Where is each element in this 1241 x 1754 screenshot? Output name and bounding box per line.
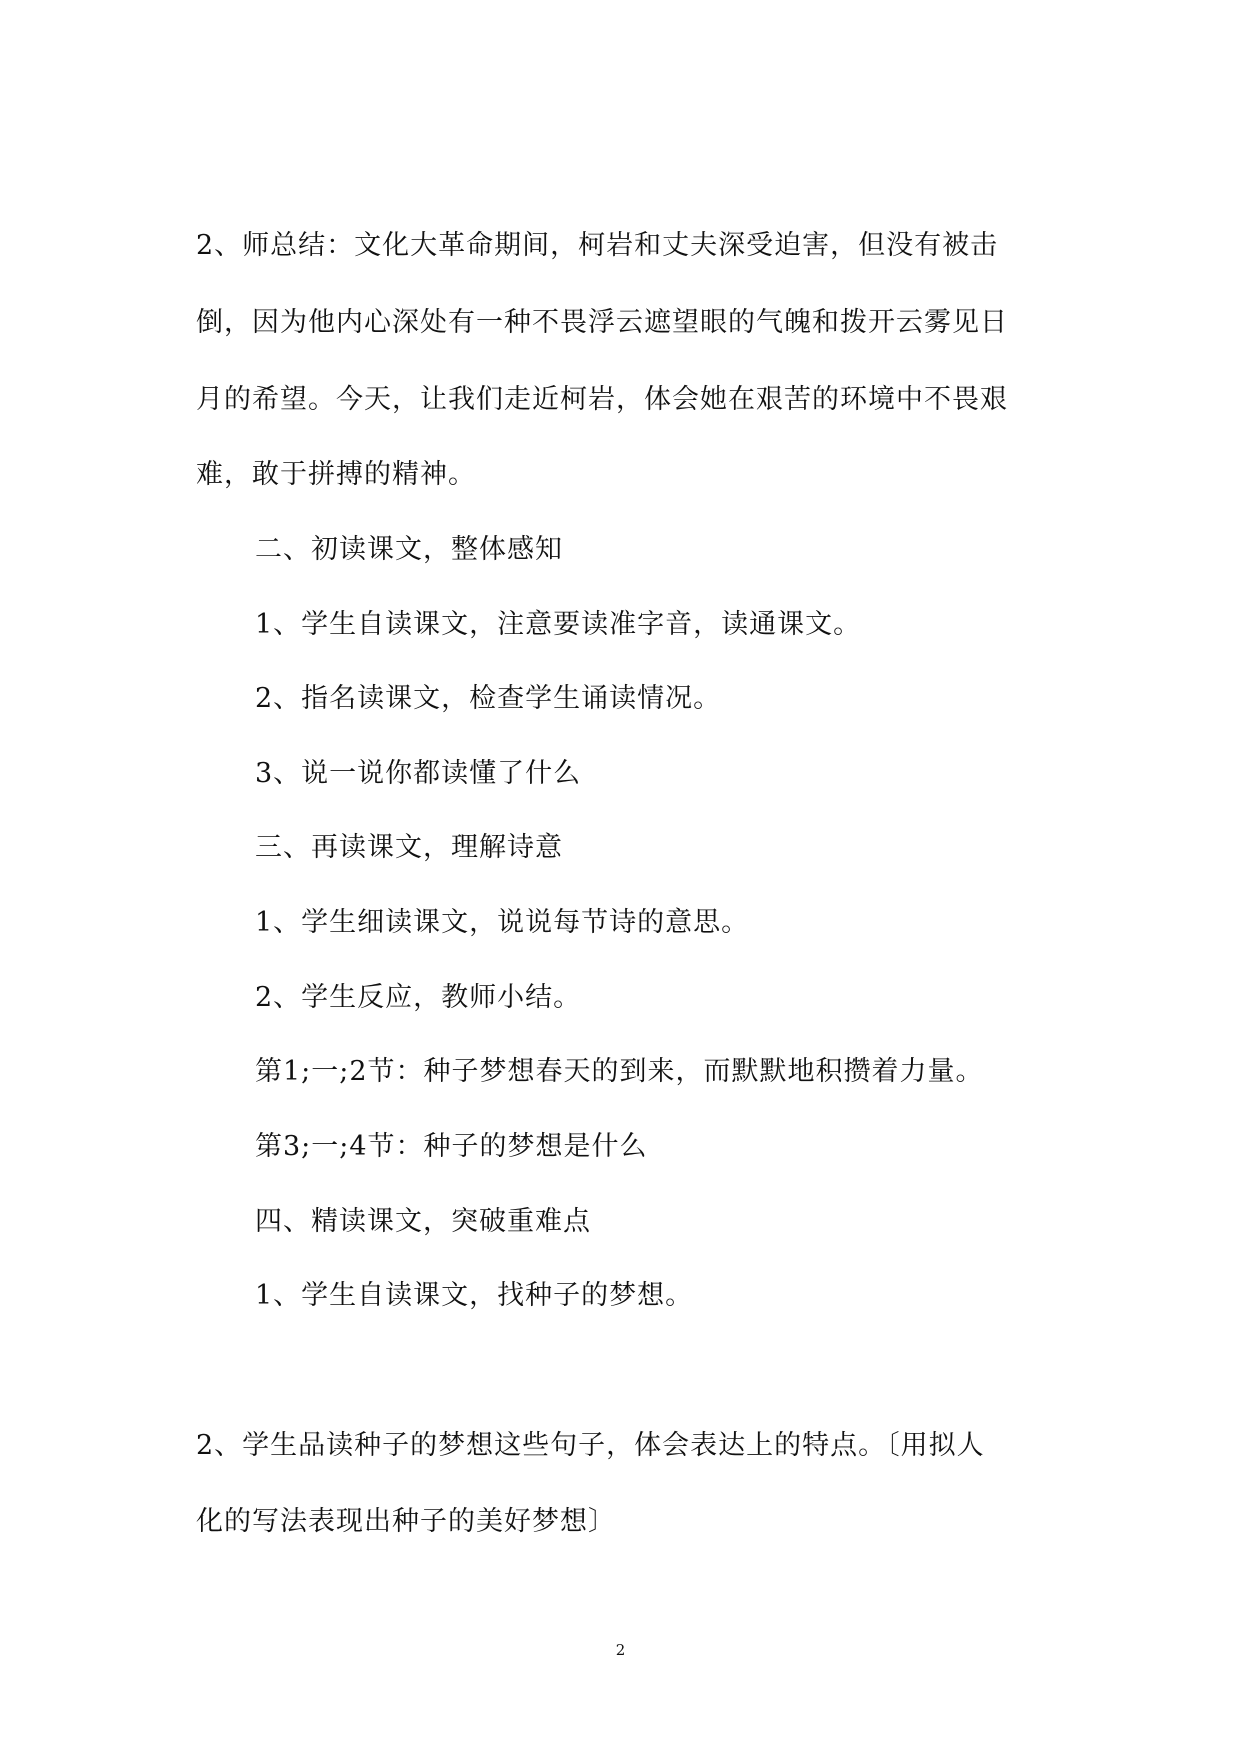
paragraph-line: 月的希望。今天，让我们走近柯岩，体会她在艰苦的环境中不畏艰	[196, 384, 1008, 415]
paragraph-line: 难，敢于拼搏的精神。	[196, 459, 476, 490]
list-item: 3、说一说你都读懂了什么	[255, 758, 582, 789]
section-heading: 二、初读课文，整体感知	[255, 534, 563, 565]
list-item: 1、学生自读课文，注意要读准字音，读通课文。	[255, 609, 862, 640]
paragraph-line: 倒，因为他内心深处有一种不畏浮云遮望眼的气魄和拨开云雾见日	[196, 307, 1008, 338]
list-item: 1、学生自读课文，找种子的梦想。	[255, 1280, 694, 1311]
list-item: 第3;一;4节：种子的梦想是什么	[255, 1131, 648, 1162]
list-item: 第1;一;2节：种子梦想春天的到来，而默默地积攒着力量。	[255, 1056, 984, 1087]
list-item: 2、学生反应，教师小结。	[255, 982, 582, 1013]
paragraph-line: 2、师总结：文化大革命期间，柯岩和丈夫深受迫害，但没有被击	[196, 230, 999, 261]
section-heading: 四、精读课文，突破重难点	[255, 1206, 591, 1237]
list-item: 1、学生细读课文，说说每节诗的意思。	[255, 907, 750, 938]
list-item: 2、指名读课文，检查学生诵读情况。	[255, 683, 722, 714]
page-number: 2	[615, 1641, 626, 1659]
paragraph-line: 2、学生品读种子的梦想这些句子，体会表达上的特点。〔用拟人	[196, 1430, 985, 1461]
paragraph-line: 化的写法表现出种子的美好梦想〕	[196, 1506, 616, 1537]
section-heading: 三、再读课文，理解诗意	[255, 832, 563, 863]
